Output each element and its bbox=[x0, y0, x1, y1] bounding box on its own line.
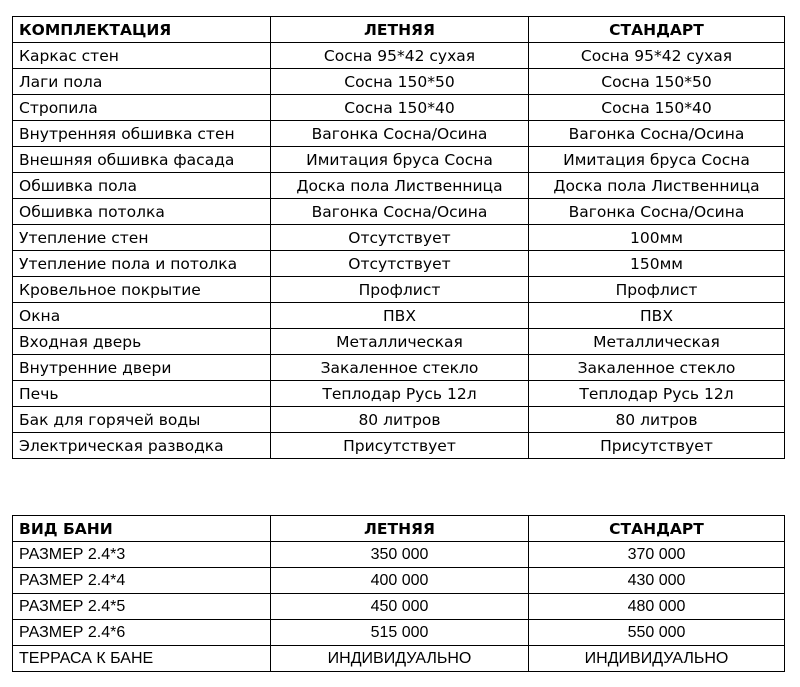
standard-value: Доска пола Лиственница bbox=[529, 173, 785, 199]
table-row bbox=[13, 568, 785, 594]
summer-value: Теплодар Русь 12л bbox=[271, 381, 529, 407]
summer-value: 515 000 bbox=[271, 620, 529, 646]
price-table bbox=[12, 515, 785, 672]
row-label: Внутренние двери bbox=[13, 355, 271, 381]
standard-value: Сосна 150*50 bbox=[529, 69, 785, 95]
row-label: Обшивка потолка bbox=[13, 199, 271, 225]
summer-value: Профлист bbox=[271, 277, 529, 303]
equipment-table bbox=[12, 16, 785, 459]
table-row bbox=[13, 407, 785, 433]
summer-value: Сосна 95*42 сухая bbox=[271, 43, 529, 69]
standard-value: Закаленное стекло bbox=[529, 355, 785, 381]
standard-value: 150мм bbox=[529, 251, 785, 277]
standard-value: 100мм bbox=[529, 225, 785, 251]
table-row bbox=[13, 251, 785, 277]
summer-value: Доска пола Лиственница bbox=[271, 173, 529, 199]
summer-value: 350 000 bbox=[271, 542, 529, 568]
standard-value: 430 000 bbox=[529, 568, 785, 594]
summer-value: Вагонка Сосна/Осина bbox=[271, 199, 529, 225]
row-label: Каркас стен bbox=[13, 43, 271, 69]
standard-value: Сосна 95*42 сухая bbox=[529, 43, 785, 69]
price-table-body bbox=[13, 542, 785, 672]
row-label: Утепление стен bbox=[13, 225, 271, 251]
summer-value: Присутствует bbox=[271, 433, 529, 459]
summer-value: Отсутствует bbox=[271, 251, 529, 277]
standard-value: Сосна 150*40 bbox=[529, 95, 785, 121]
standard-value: Вагонка Сосна/Осина bbox=[529, 121, 785, 147]
row-label: РАЗМЕР 2.4*5 bbox=[13, 594, 271, 620]
row-label: Окна bbox=[13, 303, 271, 329]
table-row bbox=[13, 277, 785, 303]
table-row bbox=[13, 542, 785, 568]
summer-value: Вагонка Сосна/Осина bbox=[271, 121, 529, 147]
row-label: Внешняя обшивка фасада bbox=[13, 147, 271, 173]
summer-value: Сосна 150*50 bbox=[271, 69, 529, 95]
summer-value: Отсутствует bbox=[271, 225, 529, 251]
standard-value: Металлическая bbox=[529, 329, 785, 355]
row-label: ТЕРРАСА К БАНЕ bbox=[13, 646, 271, 672]
row-label: Лаги пола bbox=[13, 69, 271, 95]
standard-value: 370 000 bbox=[529, 542, 785, 568]
row-label: Кровельное покрытие bbox=[13, 277, 271, 303]
row-label: Входная дверь bbox=[13, 329, 271, 355]
table-row bbox=[13, 355, 785, 381]
price-header-summer: ЛЕТНЯЯ bbox=[271, 516, 529, 542]
row-label: Внутренняя обшивка стен bbox=[13, 121, 271, 147]
standard-value: 480 000 bbox=[529, 594, 785, 620]
equipment-header-standard: СТАНДАРТ bbox=[529, 17, 785, 43]
standard-value: 550 000 bbox=[529, 620, 785, 646]
row-label: Обшивка пола bbox=[13, 173, 271, 199]
standard-value: Профлист bbox=[529, 277, 785, 303]
equipment-header-row bbox=[13, 17, 785, 43]
summer-value: Закаленное стекло bbox=[271, 355, 529, 381]
row-label: Электрическая разводка bbox=[13, 433, 271, 459]
equipment-table-body bbox=[13, 43, 785, 459]
standard-value: Вагонка Сосна/Осина bbox=[529, 199, 785, 225]
row-label: РАЗМЕР 2.4*3 bbox=[13, 542, 271, 568]
table-row bbox=[13, 329, 785, 355]
row-label: РАЗМЕР 2.4*4 bbox=[13, 568, 271, 594]
summer-value: Металлическая bbox=[271, 329, 529, 355]
standard-value: 80 литров bbox=[529, 407, 785, 433]
row-label: Стропила bbox=[13, 95, 271, 121]
summer-value: 80 литров bbox=[271, 407, 529, 433]
table-row bbox=[13, 173, 785, 199]
price-header-row bbox=[13, 516, 785, 542]
summer-value: Сосна 150*40 bbox=[271, 95, 529, 121]
table-row bbox=[13, 646, 785, 672]
summer-value: ПВХ bbox=[271, 303, 529, 329]
price-header-standard: СТАНДАРТ bbox=[529, 516, 785, 542]
row-label: Бак для горячей воды bbox=[13, 407, 271, 433]
equipment-header-item: КОМПЛЕКТАЦИЯ bbox=[13, 17, 271, 43]
row-label: Утепление пола и потолка bbox=[13, 251, 271, 277]
summer-value: 450 000 bbox=[271, 594, 529, 620]
table-row bbox=[13, 147, 785, 173]
equipment-header-summer: ЛЕТНЯЯ bbox=[271, 17, 529, 43]
summer-value: 400 000 bbox=[271, 568, 529, 594]
table-row bbox=[13, 43, 785, 69]
standard-value: Имитация бруса Сосна bbox=[529, 147, 785, 173]
table-row bbox=[13, 199, 785, 225]
table-row bbox=[13, 69, 785, 95]
table-row bbox=[13, 381, 785, 407]
table-row bbox=[13, 620, 785, 646]
table-row bbox=[13, 433, 785, 459]
table-row bbox=[13, 95, 785, 121]
summer-value: ИНДИВИДУАЛЬНО bbox=[271, 646, 529, 672]
standard-value: ПВХ bbox=[529, 303, 785, 329]
summer-value: Имитация бруса Сосна bbox=[271, 147, 529, 173]
table-row bbox=[13, 225, 785, 251]
standard-value: Присутствует bbox=[529, 433, 785, 459]
price-header-type: ВИД БАНИ bbox=[13, 516, 271, 542]
table-row bbox=[13, 594, 785, 620]
table-row bbox=[13, 121, 785, 147]
standard-value: Теплодар Русь 12л bbox=[529, 381, 785, 407]
standard-value: ИНДИВИДУАЛЬНО bbox=[529, 646, 785, 672]
row-label: Печь bbox=[13, 381, 271, 407]
row-label: РАЗМЕР 2.4*6 bbox=[13, 620, 271, 646]
table-row bbox=[13, 303, 785, 329]
